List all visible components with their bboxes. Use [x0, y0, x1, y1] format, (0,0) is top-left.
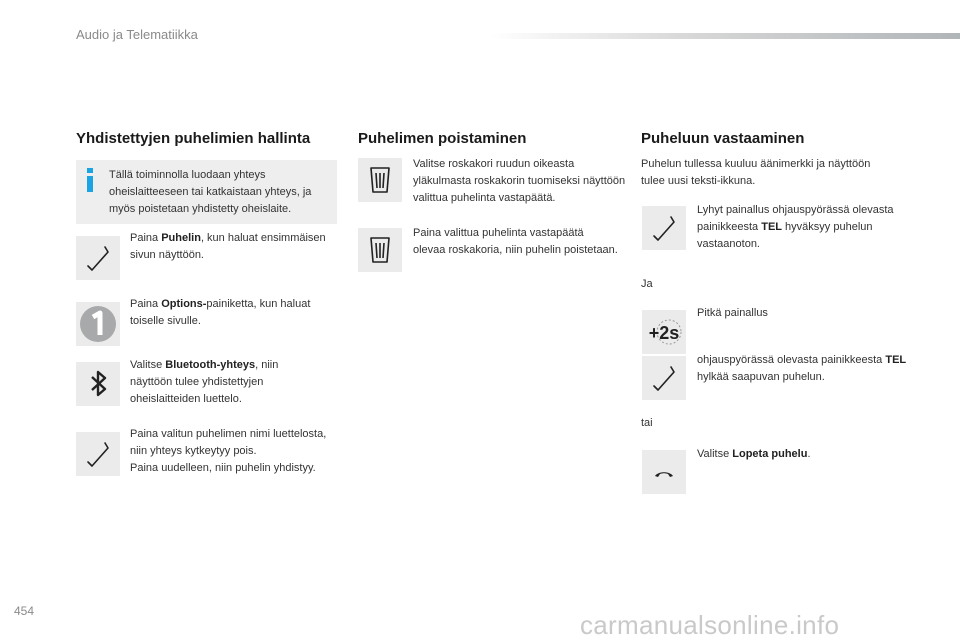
heading-manage-phones: Yhdistettyjen puhelimien hallinta — [76, 130, 311, 147]
header-title: Audio ja Telematiikka — [76, 27, 198, 42]
long-press-label: Pitkä painallus — [697, 307, 768, 319]
instruction-reject: ohjauspyörässä olevasta painikkeesta TEL hylkää saapuvan puhelun. — [697, 354, 907, 383]
info-icon — [86, 168, 94, 192]
phone-handset-icon — [642, 206, 686, 250]
instruction-end-call: Valitse Lopeta puhelu. — [697, 448, 811, 460]
trash-icon — [358, 158, 402, 202]
number-one-icon-box — [76, 302, 120, 346]
trash-icon — [358, 228, 402, 272]
instruction-bluetooth: Valitse Bluetooth-yhteys, niin näyttöön tulee yhdistettyjen oheislaitteiden luettelo. — [130, 359, 279, 405]
phone-handset-icon — [76, 432, 120, 476]
header-decorative-bar — [490, 33, 960, 39]
info-text: Tällä toiminnolla luodaan yhteys oheislaitteeseen tai katkaistaan yhteys, ja myös poistetaan yhdistetty oheislaite. — [109, 169, 312, 215]
watermark: carmanualsonline.info — [580, 610, 840, 640]
instruction-short-press: Lyhyt painallus ohjauspyörässä olevasta painikkeesta TEL hyväksyy puhelun vastaanoton. — [697, 204, 894, 250]
answer-intro: Puhelun tullessa kuuluu äänimerkki ja näyttöön tulee uusi teksti-ikkuna. — [641, 158, 871, 187]
hang-up-icon — [642, 450, 686, 494]
word-tai: tai — [641, 417, 653, 429]
phone-handset-icon — [76, 236, 120, 280]
instruction-phone: Paina Puhelin, kun haluat ensimmäisen sivun näyttöön. — [130, 232, 326, 261]
info-box — [76, 160, 337, 224]
instruction-disconnect: Paina valitun puhelimen nimi luettelosta, niin yhteys kytkeytyy pois. Paina uudelleen, niin puhelin yhdistyy. — [130, 428, 327, 474]
instruction-options: Paina Options-painiketta, kun haluat toiselle sivulle. — [130, 298, 311, 327]
heading-answer-call: Puheluun vastaaminen — [641, 130, 805, 147]
page-number: 454 — [14, 604, 35, 618]
instruction-trash-select: Valitse roskakori ruudun oikeasta yläkulmasta roskakorin tuomiseksi näyttöön valittua puhelinta vastapäätä. — [413, 158, 626, 204]
hold-label: +2s — [648, 323, 680, 343]
instruction-trash-press: Paina valittua puhelinta vastapäätä olevaa roskakoria, niin puhelin poistetaan. — [413, 227, 618, 256]
bluetooth-icon — [76, 362, 120, 406]
heading-delete-phone: Puhelimen poistaminen — [358, 130, 527, 147]
phone-handset-icon — [642, 356, 686, 400]
hold-two-seconds-icon — [642, 310, 686, 354]
word-ja: Ja — [641, 278, 653, 290]
